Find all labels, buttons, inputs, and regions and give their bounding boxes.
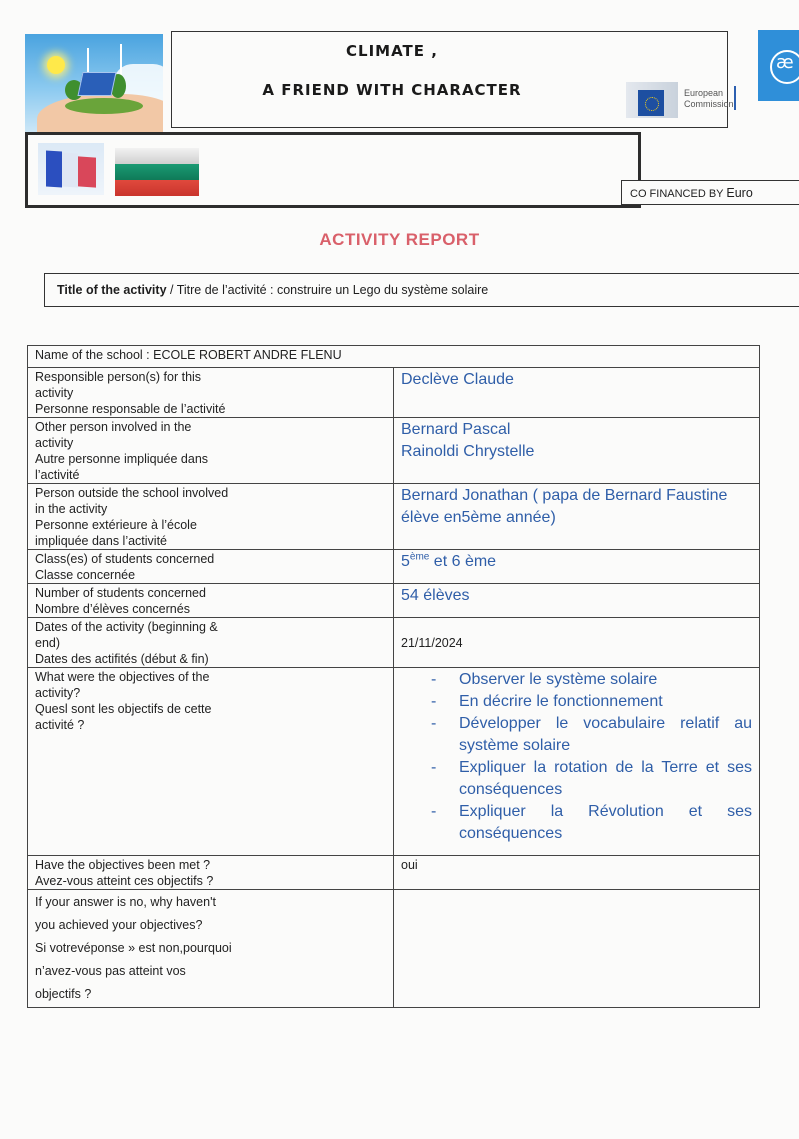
table-row-classes xyxy=(28,550,760,584)
activity-title-label: Title of the activity xyxy=(57,283,167,297)
cofinanced-suffix: Euro xyxy=(726,186,753,200)
eu-flag-icon xyxy=(638,90,664,116)
grass-graphic xyxy=(65,98,143,114)
project-title-line1: CLIMATE , xyxy=(346,42,438,60)
activity-title-value: construire un Lego du système solaire xyxy=(276,283,489,297)
table-row-school xyxy=(28,346,760,368)
france-flag-image xyxy=(38,143,104,195)
dates-value: 21/11/2024 xyxy=(394,618,760,668)
question-cell: Class(es) of students concerned Classe concernée xyxy=(28,550,394,584)
objective-item: - Développer le vocabulaire relatif au système solaire xyxy=(431,713,752,757)
student-count-value: 54 élèves xyxy=(394,584,760,618)
why-not-value xyxy=(394,890,760,1008)
objectives-met-value: oui xyxy=(394,856,760,890)
objectives-list xyxy=(401,669,752,845)
question-cell: What were the objectives of the activity? Quesl sont les objectifs de cette activité ? xyxy=(28,668,394,856)
table-row-why-not xyxy=(28,890,760,1008)
objective-item: - Observer le système solaire xyxy=(431,669,752,691)
table-row-dates xyxy=(28,618,760,668)
bulgaria-flag-image xyxy=(115,148,199,196)
cofinanced-prefix: CO FINANCED BY xyxy=(630,188,724,200)
table-row-outside-person xyxy=(28,484,760,550)
other-person-value: Bernard Pascal Rainoldi Chrystelle xyxy=(394,418,760,484)
table-row-objectives xyxy=(28,668,760,856)
objective-item: - Expliquer la Révolution et ses conséquences xyxy=(431,801,752,845)
ec-logo-text-line1: European xyxy=(684,88,724,98)
cofinanced-box xyxy=(621,180,799,205)
outside-person-value: Bernard Jonathan ( papa de Bernard Faustine élève en5ème année) xyxy=(394,484,760,550)
table-row-objectives-met xyxy=(28,856,760,890)
responsible-person-value: Declève Claude xyxy=(394,368,760,418)
european-commission-logo xyxy=(626,76,741,118)
question-cell: Number of students concerned Nombre d’élèves concernés xyxy=(28,584,394,618)
ae-logo xyxy=(758,30,799,101)
question-cell: Dates of the activity (beginning & end) Dates des actifités (début & fin) xyxy=(28,618,394,668)
table-row-student-count xyxy=(28,584,760,618)
activity-report-table xyxy=(27,345,760,1008)
table-row-other-person xyxy=(28,418,760,484)
question-cell: Person outside the school involved in the activity Personne extérieure à l’école impliquée dans l’activité xyxy=(28,484,394,550)
activity-title-label-fr: / Titre de l’activité : xyxy=(166,283,277,297)
table-row-responsible xyxy=(28,368,760,418)
ec-logo-divider xyxy=(734,86,736,110)
objective-item: - Expliquer la rotation de la Terre et ses conséquences xyxy=(431,757,752,801)
question-cell: Have the objectives been met ? Avez-vous atteint ces objectifs ? xyxy=(28,856,394,890)
ae-logo-text: æ xyxy=(776,52,794,73)
question-cell: Other person involved in the activity Autre personne impliquée dans l’activité xyxy=(28,418,394,484)
report-title: ACTIVITY REPORT xyxy=(319,230,480,249)
sun-graphic xyxy=(47,56,65,74)
objectives-value xyxy=(394,668,760,856)
ec-logo-text-line2: Commission xyxy=(684,99,734,109)
solar-panel-graphic xyxy=(77,72,116,96)
activity-title-box xyxy=(44,273,799,307)
classes-value: 5ème et 6 ème xyxy=(394,550,760,584)
ec-logo-text xyxy=(684,88,734,110)
question-cell: If your answer is no, why haven't you achieved your objectives? Si votrevéponse » est non,pourquoi n’avez-vous pas atteint vos objectifs ? xyxy=(28,890,394,1008)
question-cell: Responsible person(s) for this activity Personne responsable de l’activité xyxy=(28,368,394,418)
school-name-cell: Name of the school : ECOLE ROBERT ANDRE FLENU xyxy=(28,346,760,368)
objective-item: - En décrire le fonctionnement xyxy=(431,691,752,713)
eco-hand-image xyxy=(25,34,163,134)
project-title-line2: A FRIEND WITH CHARACTER xyxy=(262,81,522,99)
